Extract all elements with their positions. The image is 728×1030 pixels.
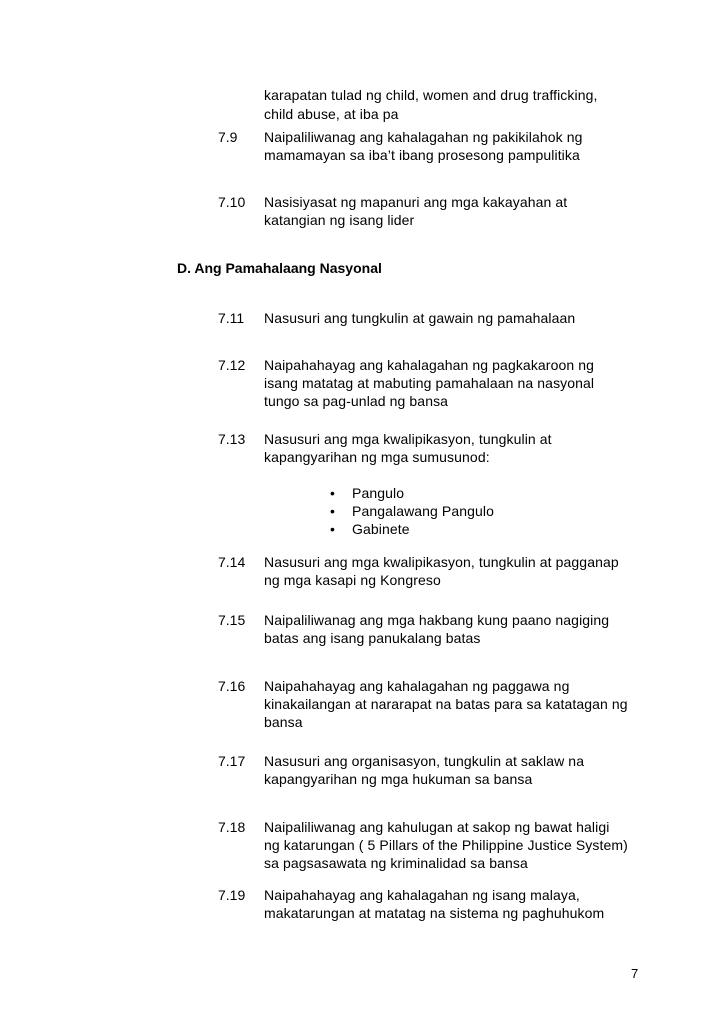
item-number: 7.14 (218, 554, 246, 570)
item-text-line: Nasisiyasat ng mapanuri ang mga kakayahan at (264, 194, 568, 210)
item-text-line: makatarungan at matatag na sistema ng paghuhukom (264, 905, 605, 921)
item-text-line: kapangyarihan ng mga sumusunod: (264, 449, 490, 465)
item-text-line: Nasusuri ang tungkulin at gawain ng pamahalaan (264, 310, 576, 326)
item-text-line: bansa (264, 714, 303, 730)
item-text-line: mamamayan sa iba’t ibang prosesong pampulitika (264, 147, 580, 163)
item-number: 7.19 (218, 887, 246, 903)
item-text-line: kapangyarihan ng mga hukuman sa bansa (264, 771, 533, 787)
item-number: 7.13 (218, 431, 246, 447)
item-text-line: Naipaliliwanag ang mga hakbang kung paano nagiging (264, 612, 610, 628)
item-number: 7.9 (218, 129, 238, 145)
item-text-line: ng mga kasapi ng Kongreso (264, 572, 441, 588)
item-text-line: isang matatag at mabuting pamahalaan na nasyonal (264, 375, 595, 391)
item-text-line: Naipaliliwanag ang kahulugan at sakop ng bawat haligi (264, 819, 610, 835)
item-number: 7.12 (218, 357, 246, 373)
section-heading: D. Ang Pamahalaang Nasyonal (177, 260, 382, 276)
bullet-icon: • (330, 521, 335, 537)
item-text-line: Nasusuri ang mga kwalipikasyon, tungkulin at pagganap (264, 554, 619, 570)
item-text-line: sa pagsasawata ng kriminalidad sa bansa (264, 855, 528, 871)
item-text-line: Naipahahayag ang kahalagahan ng paggawa ng (264, 678, 570, 694)
item-text-line: Naipahahayag ang kahalagahan ng pagkakaroon ng (264, 357, 594, 373)
item-text-line: kinakailangan at nararapat na batas para sa katatagan ng (264, 696, 628, 712)
item-text-line: batas ang isang panukalang batas (264, 630, 481, 646)
item-text-line: ng katarungan ( 5 Pillars of the Philippine Justice System) (264, 837, 628, 853)
bullet-item: Pangulo (352, 485, 405, 501)
item-text-line: Naipahahayag ang kahalagahan ng isang malaya, (264, 887, 580, 903)
item-text-line: tungo sa pag-unlad ng bansa (264, 393, 449, 409)
item-number: 7.16 (218, 678, 246, 694)
item-number: 7.17 (218, 753, 246, 769)
continuation-line: child abuse, at iba pa (264, 106, 399, 122)
item-text-line: Naipaliliwanag ang kahalagahan ng pakikilahok ng (264, 129, 583, 145)
bullet-icon: • (330, 503, 335, 519)
bullet-icon: • (330, 485, 335, 501)
item-number: 7.10 (218, 194, 246, 210)
item-text-line: Nasusuri ang organisasyon, tungkulin at saklaw na (264, 753, 585, 769)
item-number: 7.18 (218, 819, 246, 835)
bullet-item: Pangalawang Pangulo (352, 503, 495, 519)
item-number: 7.11 (218, 310, 245, 326)
bullet-item: Gabinete (352, 521, 410, 537)
item-text-line: katangian ng isang lider (264, 212, 415, 228)
continuation-line: karapatan tulad ng child, women and drug trafficking, (264, 87, 598, 103)
page-number: 7 (631, 966, 639, 981)
item-text-line: Nasusuri ang mga kwalipikasyon, tungkulin at (264, 431, 552, 447)
item-number: 7.15 (218, 612, 246, 628)
